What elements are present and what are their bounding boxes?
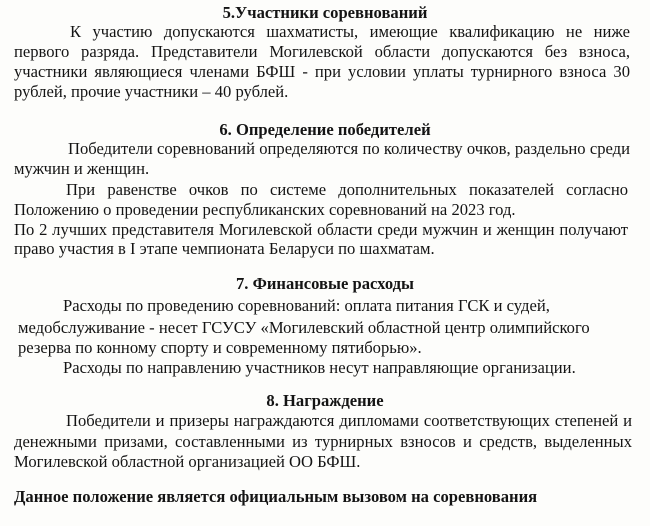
section-8-line-2: денежными призами, составленными из турнирных взносов и средств, выделенных — [14, 432, 632, 451]
section-7-line-1: Расходы по проведению соревнований: оплата питания ГСК и судей, — [63, 296, 550, 315]
section-5-line-3: участники являющиеся членами БФШ - при условии уплаты турнирного взноса 30 — [14, 62, 630, 81]
section-8-line-3: Могилевской областной организацией ОО БФШ. — [14, 452, 361, 471]
section-7-line-3: резерва по конному спорту и современному пятиборью». — [18, 338, 422, 357]
section-6-line-4: Положению о проведении республиканских соревнований на 2023 год. — [14, 200, 516, 219]
section-6-line-1: Победители соревнований определяются по количеству очков, раздельно среди — [68, 139, 630, 158]
section-7-heading: 7. Финансовые расходы — [235, 274, 414, 293]
section-7-line-2: медобслуживание - несет ГСУСУ «Могилевский областной центр олимпийского — [18, 318, 590, 337]
closing-statement: Данное положение является официальным вызовом на соревнования — [14, 487, 538, 506]
section-5-line-1: К участию допускаются шахматисты, имеющие квалификацию не ниже — [70, 22, 630, 41]
section-5-line-2: первого разряда. Представители Могилевской области допускаются без взноса, — [14, 42, 630, 61]
section-6-line-6: право участия в I этапе чемпионата Беларуси по шахматам. — [14, 239, 435, 258]
section-5-heading: 5.Участники соревнований — [222, 3, 428, 22]
section-6-line-2: мужчин и женщин. — [14, 159, 150, 178]
section-8-line-1: Победители и призеры награждаются дипломами соответствующих степеней и — [66, 411, 632, 430]
section-8-heading: 8. Награждение — [266, 391, 384, 410]
section-6-heading: 6. Определение победителей — [219, 120, 431, 139]
section-7-line-4: Расходы по направлению участников несут направляющие организации. — [63, 358, 576, 377]
section-6-line-3: При равенстве очков по системе дополнительных показателей согласно — [66, 180, 628, 199]
section-5-line-4: рублей, прочие участники – 40 рублей. — [14, 82, 289, 101]
section-6-line-5: По 2 лучших представителя Могилевской области среди мужчин и женщин получают — [14, 220, 628, 239]
